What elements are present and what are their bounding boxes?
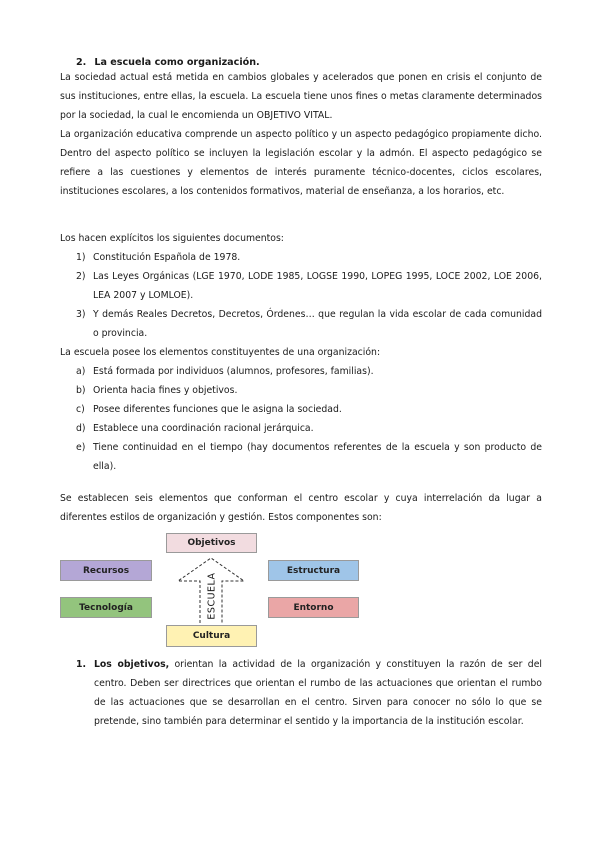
- list-text: Tiene continuidad en el tiempo (hay documentos referentes de la escuela y son producto de ella).: [93, 442, 542, 472]
- section-heading: [76, 57, 260, 68]
- paragraph-documents-intro: Los hacen explícitos los siguientes documentos:: [60, 233, 284, 244]
- list-marker: d): [76, 423, 86, 434]
- component-description: orientan la actividad de la organización y constituyen la razón de ser del centro. Deben ser directrices que orientan el rumbo de las actuaciones que orientan el rumbo de las actuaciones que se desarrollan en el centro. Sirven para conocer no sólo lo que se pretende, sino también para determinar el sentido y la importancia de la institución escolar.: [94, 659, 542, 727]
- box-cultura: Cultura: [166, 625, 257, 647]
- list-text: Establece una coordinación racional jerárquica.: [93, 423, 314, 434]
- paragraph-society: La sociedad actual está metida en cambios globales y acelerados que ponen en crisis el conjunto de sus instituciones, entre ellas, la escuela. La escuela tiene unos fines o metas claramente determinados por la sociedad, la cual le encomienda un OBJETIVO VITAL.: [60, 72, 542, 121]
- section-title: La escuela como organización.: [94, 57, 260, 68]
- paragraph-organization: La organización educativa comprende un aspecto político y un aspecto pedagógico propiamente dicho. Dentro del aspecto político se incluyen la legislación escolar y la admón. El aspecto pedagógico se refiere a las cuestiones y elementos de interés puramente técnico-docentes, ciclos escolares, instituciones escolares, a los contenidos formativos, material de enseñanza, a los horarios, etc.: [60, 129, 542, 197]
- escuela-label: ESCUELA: [206, 572, 218, 620]
- list-text: Y demás Reales Decretos, Decretos, Órdenes… que regulan la vida escolar de cada comunidad o provincia.: [93, 309, 542, 339]
- list-marker: a): [76, 366, 86, 377]
- list-marker: 2): [76, 271, 86, 282]
- component-number: 1.: [76, 659, 87, 670]
- section-number: 2.: [76, 57, 87, 68]
- box-recursos: Recursos: [60, 560, 152, 581]
- paragraph-components-intro: Se establecen seis elementos que conforman el centro escolar y cuya interrelación da lugar a diferentes estilos de organización y gestión. Estos componentes son:: [60, 493, 542, 523]
- box-estructura: Estructura: [268, 560, 359, 581]
- box-entorno: Entorno: [268, 597, 359, 618]
- box-objetivos: Objetivos: [166, 533, 257, 553]
- list-marker: 1): [76, 252, 86, 263]
- list-marker: c): [76, 404, 85, 415]
- list-marker: e): [76, 442, 86, 453]
- list-text: Está formada por individuos (alumnos, profesores, familias).: [93, 366, 374, 377]
- list-marker: b): [76, 385, 86, 396]
- list-text: Posee diferentes funciones que le asigna la sociedad.: [93, 404, 342, 415]
- paragraph-elements-intro: La escuela posee los elementos constituyentes de una organización:: [60, 347, 381, 358]
- list-text: Las Leyes Orgánicas (LGE 1970, LODE 1985, LOGSE 1990, LOPEG 1995, LOCE 2002, LOE 2006, LEA 2007 y LOMLOE).: [93, 271, 542, 301]
- list-marker: 3): [76, 309, 86, 320]
- list-text: Orienta hacia fines y objetivos.: [93, 385, 238, 396]
- component-text: [94, 655, 542, 731]
- component-term: Los objetivos,: [94, 659, 170, 670]
- list-text: Constitución Española de 1978.: [93, 252, 241, 263]
- box-tecnologia: Tecnología: [60, 597, 152, 618]
